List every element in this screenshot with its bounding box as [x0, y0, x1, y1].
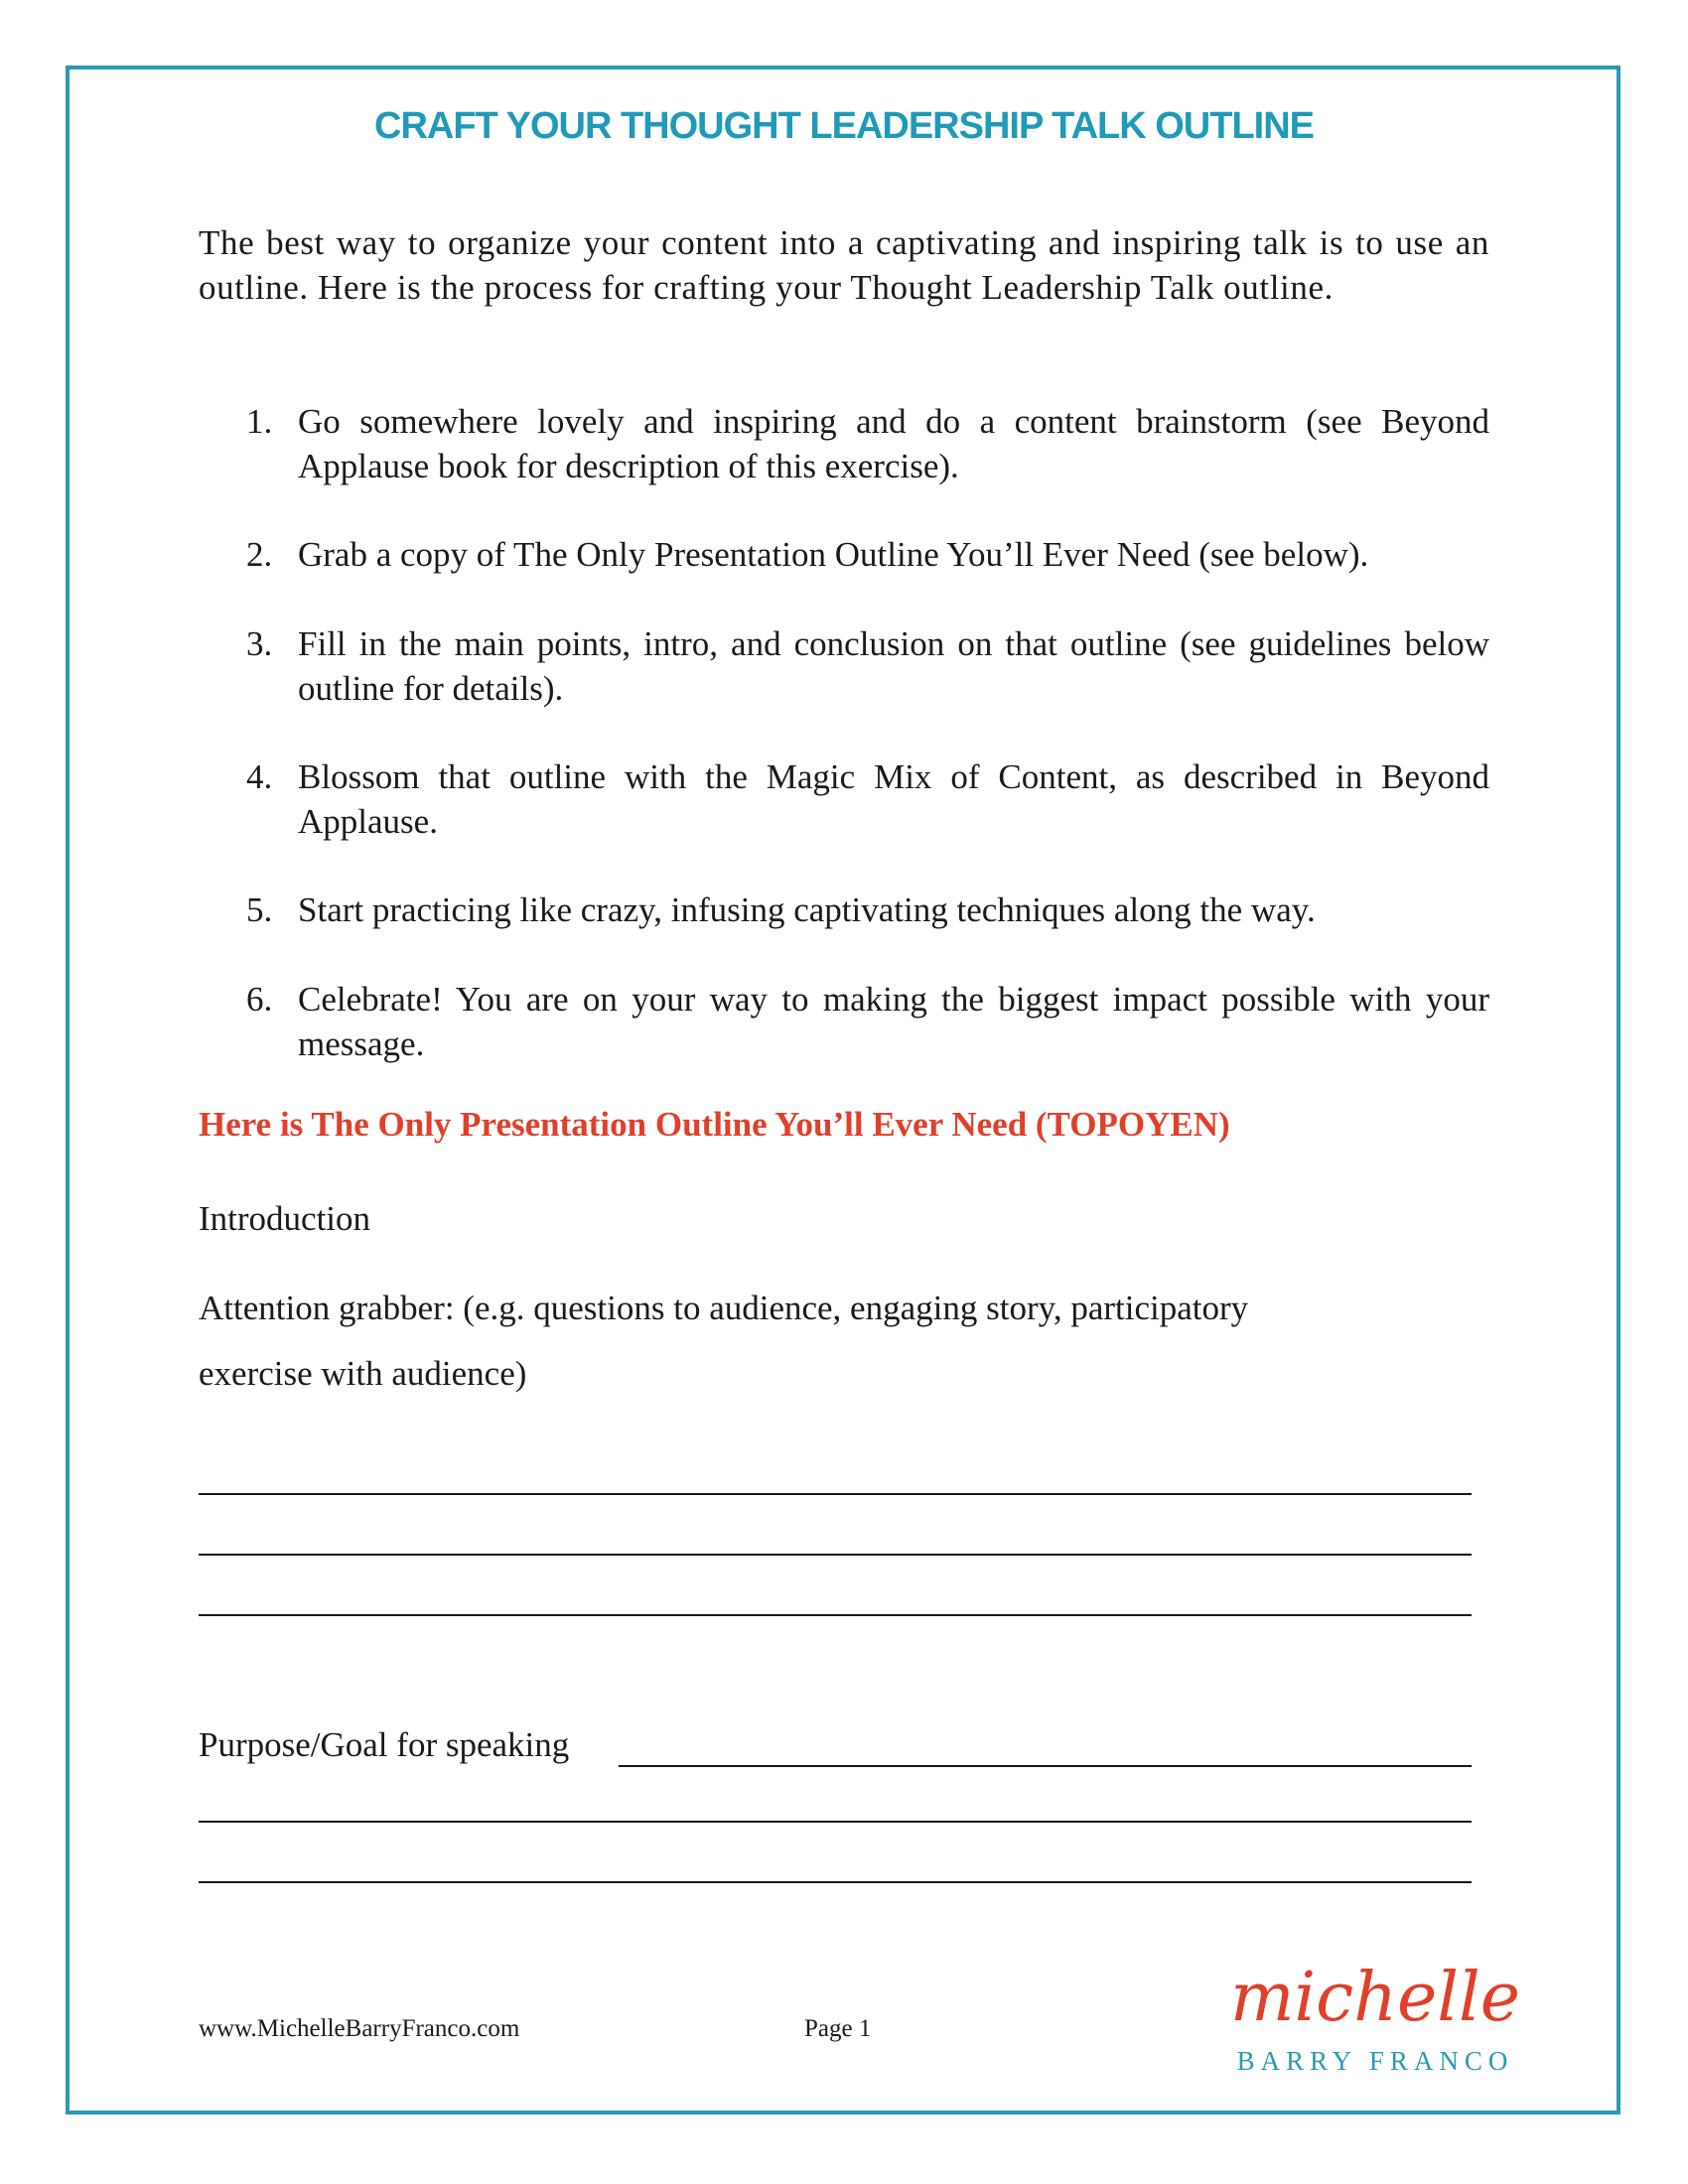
- list-item-text: Go somewhere lovely and inspiring and do a content brainstorm (see Beyond Applause book for description of this exercise).: [298, 402, 1489, 485]
- attention-grabber-label-cont: exercise with audience): [199, 1354, 527, 1393]
- list-item: [199, 399, 1489, 488]
- attention-grabber-answer-line-2[interactable]: [199, 1554, 1472, 1556]
- footer-website: www.MichelleBarryFranco.com: [199, 2015, 520, 2042]
- list-item-number: 2.: [246, 535, 273, 574]
- list-item-text: Fill in the main points, intro, and conclusion on that outline (see guidelines below outline for details).: [298, 624, 1489, 708]
- logo-subtitle-text: BARRY FRANCO: [1236, 2046, 1514, 2076]
- purpose-answer-line[interactable]: [619, 1765, 1472, 1767]
- list-item-text: Celebrate! You are on your way to making the biggest impact possible with your message.: [298, 980, 1489, 1063]
- list-item-text: Grab a copy of The Only Presentation Outline You’ll Ever Need (see below).: [298, 535, 1369, 574]
- purpose-answer-line-2[interactable]: [199, 1821, 1472, 1823]
- attention-grabber-answer-line-1[interactable]: [199, 1493, 1472, 1495]
- section-heading: Here is The Only Presentation Outline You’ll Ever Need (TOPOYEN): [199, 1105, 1230, 1144]
- purpose-label: Purpose/Goal for speaking: [199, 1725, 570, 1764]
- attention-grabber-label: Attention grabber: (e.g. questions to audience, engaging story, participatory: [199, 1289, 1249, 1327]
- attention-grabber-answer-line-3[interactable]: [199, 1614, 1472, 1616]
- brand-logo: [1177, 1951, 1574, 2080]
- list-item-number: 1.: [246, 402, 273, 441]
- list-item-number: 6.: [246, 980, 273, 1019]
- list-item-number: 4.: [246, 757, 273, 796]
- logo-script-text: michelle: [1229, 1959, 1521, 2037]
- intro-paragraph: The best way to organize your content into a captivating and inspiring talk is to use an outline. Here is the process for crafting your Thought Leadership Talk outline.: [199, 223, 1489, 307]
- purpose-answer-line-3[interactable]: [199, 1881, 1472, 1883]
- purpose-row: [199, 1722, 1472, 1770]
- introduction-label: Introduction: [199, 1199, 371, 1238]
- footer-page-number: Page 1: [804, 2015, 872, 2042]
- list-item-text: Blossom that outline with the Magic Mix of Content, as described in Beyond Applause.: [298, 757, 1489, 841]
- list-item: [199, 887, 1489, 932]
- list-item-number: 3.: [246, 624, 273, 663]
- page-title: CRAFT YOUR THOUGHT LEADERSHIP TALK OUTLINE: [374, 105, 1314, 147]
- list-item-text: Start practicing like crazy, infusing captivating techniques along the way.: [298, 890, 1316, 929]
- page-border: [66, 66, 1620, 2115]
- list-item: [199, 532, 1489, 577]
- list-item: [199, 621, 1489, 711]
- list-item-number: 5.: [246, 890, 273, 929]
- list-item: [199, 754, 1489, 844]
- list-item: [199, 977, 1489, 1066]
